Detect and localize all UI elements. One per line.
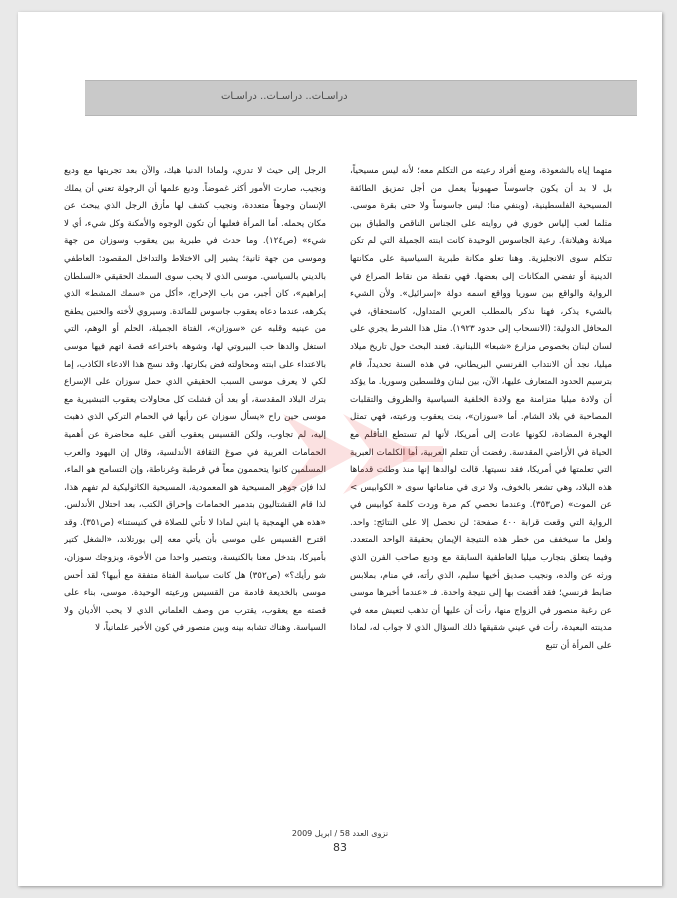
left-text-column bbox=[64, 163, 326, 875]
section-header-band bbox=[85, 80, 637, 116]
magazine-page bbox=[18, 12, 662, 886]
right-column-paragraph: متهما إياه بالشعوذة، ومنع أفراد رعيته من التكلم معه؛ لأنه ليس مسيحياً، بل لا بد أن يكون جاسوساً صهيونياً يعمل من أجل تمزيق الطائفة المسيحية الفلسطينية، (وبنفي منا: ليس جاسوساً ولا حتى بقرة موسى. مثلما لعب إلياس خوري في روايته على الجناس الناقص والطباق بين ميلانة وهيلانة). رعية الجاسوس الوحيدة كانت ابنته الجميلة التي لم تكن تتكلم سوى الانجليزية. وهنا تعلو مكانة طبرية السياسية على مكانتها الدينية أو تفضي المكانات إلى بعضها. فهي نقطة من نقاط الصراع في الرواية والواقع بين سوريا وواقع اسمه دولة «إسرائيل». ولأن الشيء بالشيء يذكر، فهنا نذكر بالمطلب العربي المتداول، كاستحقاق، في المحافل الدولية: (الانسحاب إلى حدود ١٩٢٣). مثل هذا الشرط يجري على لسان لبنان بخصوص مزارع «شبعا» اللبنانية. فعند البحث حول تاريخ ميلاد ميليا، نجد أن الانتداب الفرنسي البريطاني، في هذه السنة تحديداً، قام بترسيم الحدود المتعارف عليها، الآن، بين لبنان وفلسطين وسوريا. ما يؤكد أن ولادة ميليا متزامنة مع ولادة الخلفية السياسية والظروف والتقلبات المصاحبة في بلاد الشام. أما «سوزان»، بنت يعقوب ورعيته، فهي تمثل الهجرة المضادة، لكونها عادت إلى أمريكا، لأنها لم تستطع التأقلم مع الحياة في الأراضي المقدسة. رفضت أن تتعلم العربية، أما الكلمات العبرية التي تعلمتها في أمريكا، فقد نسيتها. قالت لوالدها إنها منذ وطئت قدماها هذه البلاد، وهي تشعر بالخوف، ولا ترى في مناماتها سوى « الكوابيس > عن الموت» (ص٣٥٣). وعندما نحصي كم مرة وردت كلمة كوابيس في الرواية التي وقعت قرابة ٤٠٠ صفحة: لن نحصل إلا على النتائج: واحد. ولعل ما سيخفف من خطر هذه النتيجة الإيمان بحقيقة الواحد المتعدد. وفيما يتعلق بتجارب ميليا العاطفية السابقة مع وديع صاحب الفرن الذي ورثه عن والده، ونجيب صديق أخيها سليم، الذي رأته، في منام، بملابس ضابط فرنسي؛ فقد أفضت بها إلى نتيجة واحدة. فـ «عندما أخبرها موسى عن رغبة منصور في الزواج منها، رأت أن عليها أن تذهب لتعيش معه في مدينته البعيدة، رأت في عيني شقيقها ذلك السؤال الذي لا جواب له، لماذا على المرأة أن تتبع bbox=[350, 166, 612, 652]
left-column-paragraph: الرجل إلى حيث لا تدري، ولماذا الدنيا هيك، والآن بعد تجربتها مع وديع ونجيب، صارت الأمور أكثر غموضاً. وديع علمها أن الرجولة تعني أن يملك الإنسان وجوهاً متعددة، ونجيب كشف لها مأزق الرجل الذي يبحث عن مكان يحمله. أما المرأة فعليها أن تكون الوجوه والأمكنة وكل شيء، أي لا شيء» (ص١٢٤). وما حدث في طبرية بين يعقوب وسوزان من جهة وموسى من جهة ثانية؛ يشير إلى الاختلاط والتداخل المقصود: العاطفي بالديني بالسياسي. موسى الذي لا يحب سوى السمك الحقيقي «السلطان إبراهيم»، كان أجبر، من باب الإحراج، «أكل من «سمك المشط» الذي يكرهه، عندما دعاه يعقوب جاسوس للمائدة. وسيروي لأخته والحنين يطفح من عينيه وقلبه عن «سوزان»، الفتاة الجميلة، الحلم أو الوهم، التي استغل والدها حب البيروتي لها، وشوهه باختراعه قصة اتهم فيها موسى بالاعتداء على ابنته ومحاولته فض بكارتها. وقد نسج هذا الادعاء الكاذب، إما لكي لا يعرف موسى السبب الحقيقي الذي حمل سوزان على الإسراع بترك البلاد المقدسة، أو بعد أن فشلت كل محاولات يعقوب التبشيرية مع موسى حين راح «يسأل سوزان عن رأيها في الحمام التركي الذي ذهبت إليه، لم تجاوب، ولكن القسيس يعقوب ألقى عليه محاضرة عن أهمية الحمامات العربية في صوغ الثقافة الأندلسية، وقال إن اليهود والعرب المسلمين كانوا يتحممون معاً في قرطبة وغرناطة، وإن التسامح هو الماء، لذا فإن جوهر المسيحية هو المعمودية، المسيحية الكاثوليكية لم تفهم هذا، لذا قام القشتاليون بتدمير الحمامات وإحراق الكتب، بعد احتلال الأندلس. «هذه هي الهمجية يا ابني لماذا لا تأتي للصلاة في كنيستنا» (ص٣٥١). وقد اقترح القسيس على موسى بأن يأتي معه إلى بورتلاند، «الشغل كتير بأميركا، بتدخل معنا بالكنيسة، وبتصير واحدا من الأخوة، وبزوجك سوزان، شو رأيك؟» (ص٣٥٢) هل كانت سياسة الفتاة متفقة مع أبيها؟ لقد أحس موسى بالخديعة قادمة من القسيس ورعيته الوحيدة. موسى، بناء على قصته مع يعقوب، يقترب من وصف العلماني الذي لا يحب الأديان ولا السياسة. وهناك تشابه بينه وبين منصور في كون الأخير علمانياً، لا bbox=[64, 166, 326, 634]
section-label: دراسـات.. دراسـات.. دراسـات bbox=[221, 91, 348, 102]
footer-issue-line: نزوى العدد 58 / ابريل 2009 bbox=[291, 829, 389, 838]
right-text-column bbox=[350, 163, 612, 875]
page-number: 83 bbox=[333, 841, 347, 854]
